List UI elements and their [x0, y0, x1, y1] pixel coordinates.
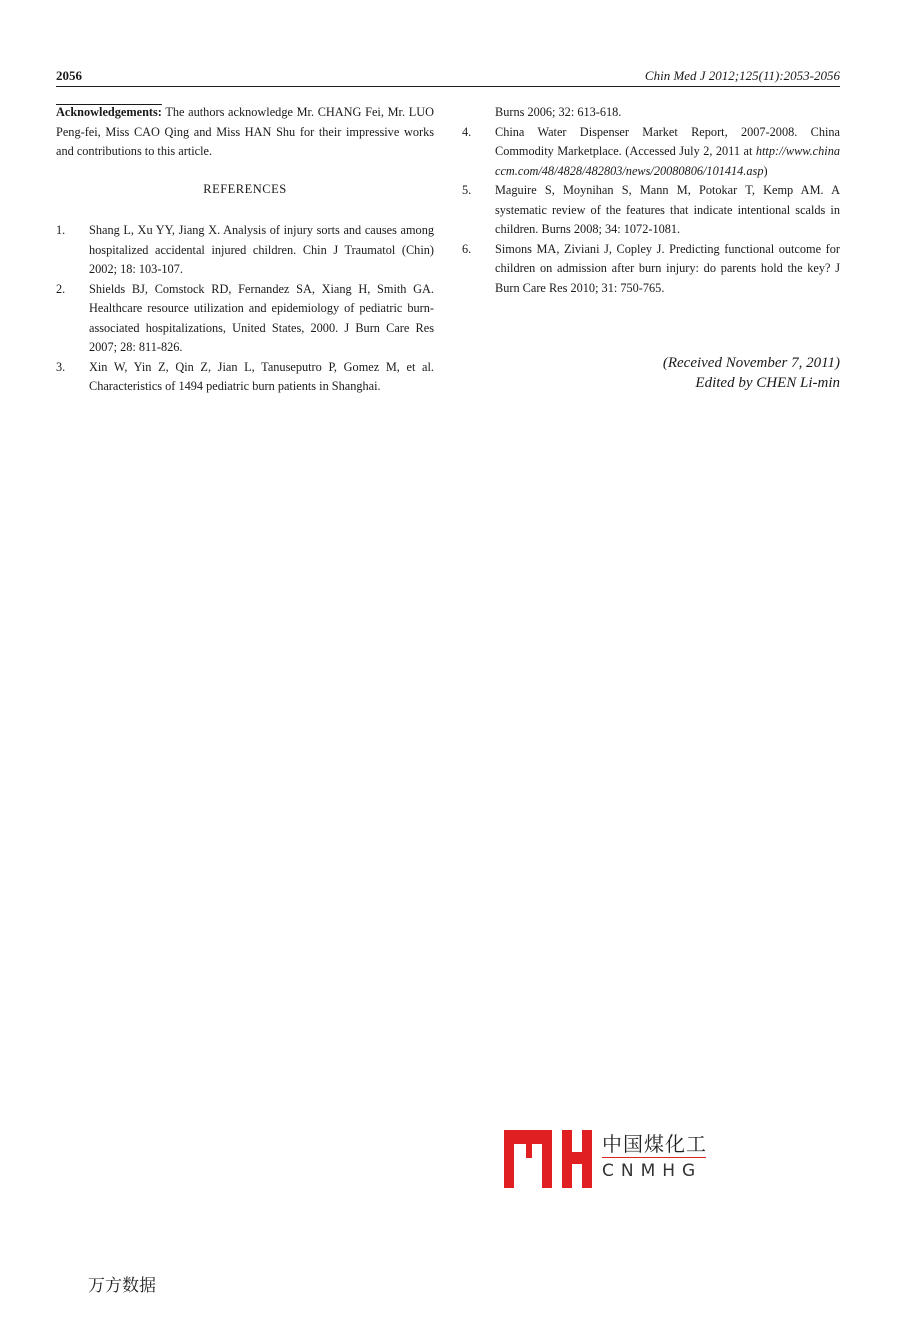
reference-url[interactable]: http://www.chinaccm.com/48/4828/482803/news/20080806/101414.asp — [495, 144, 840, 178]
received-block — [462, 353, 840, 393]
cnmhg-logo-mark-icon — [502, 1128, 594, 1190]
reference-number: 5. — [462, 183, 472, 197]
editor-line: Edited by CHEN Li-min — [695, 375, 840, 391]
logo-divider — [602, 1157, 706, 1158]
references-heading: REFERENCES — [203, 181, 287, 196]
page-header — [56, 68, 840, 86]
reference-text: Simons MA, Ziviani J, Copley J. Predicting functional outcome for children on admission after burn injury: do parents hold the key? J Burn Care Res 2010; 31: 750-765. — [495, 241, 840, 295]
journal-citation: Chin Med J 2012;125(11):2053-2056 — [644, 68, 840, 83]
reference-item — [56, 221, 434, 280]
acknowledgements-text: The authors acknowledge Mr. CHANG Fei, Mr. LUO Peng-fei, Miss CAO Qing and Miss HAN Shu for their impressive works and contributions to this article. — [56, 105, 434, 158]
reference-item — [462, 123, 840, 182]
reference-tail: ) — [763, 163, 768, 178]
acknowledgements — [56, 103, 434, 162]
logo-english-text: CNMHG — [602, 1161, 703, 1181]
logo-chinese-text: 中国煤化工 — [602, 1132, 707, 1156]
acknowledgements-label: Acknowledgements: — [56, 105, 162, 119]
right-column — [462, 103, 840, 298]
watermark: 万方数据 — [88, 1276, 156, 1296]
reference-text: Xin W, Yin Z, Qin Z, Jian L, Tanuseputro P, Gomez M, et al. Characteristics of 1494 pediatric burn patients in Shanghai. — [89, 359, 434, 393]
cnmhg-logo — [502, 1128, 712, 1190]
page-number: 2056 — [56, 68, 82, 83]
received-date: (Received November 7, 2011) — [662, 355, 840, 371]
left-column — [56, 103, 434, 397]
reference-number: 2. — [56, 281, 66, 296]
reference-continuation: Burns 2006; 32: 613-618. — [495, 105, 622, 119]
reference-text: Maguire S, Moynihan S, Mann M, Potokar T, Kemp AM. A systematic review of the features that indicate intentional scalds in children. Burns 2008; 34: 1072-1081. — [495, 183, 840, 236]
reference-number: 3. — [56, 359, 66, 374]
logo-mark-shapes — [504, 1130, 592, 1188]
reference-item — [462, 240, 840, 299]
header-rule — [56, 86, 840, 87]
reference-text: China Water Dispenser Market Report, 2007-2008. China Commodity Marketplace. (Accessed July 2, 2011 at — [495, 124, 840, 158]
reference-item — [56, 358, 434, 397]
reference-number: 4. — [462, 124, 472, 139]
reference-item — [56, 280, 434, 358]
reference-text: Shields BJ, Comstock RD, Fernandez SA, Xiang H, Smith GA. Healthcare resource utilization and epidemiology of pediatric burn-associated hospitalizations, United States, 2000. J Burn Care Res 2007; 28: 811-826. — [89, 281, 434, 354]
reference-number: 6. — [462, 241, 472, 256]
reference-item — [462, 181, 840, 240]
reference-number: 1. — [56, 223, 66, 237]
reference-text: Shang L, Xu YY, Jiang X. Analysis of injury sorts and causes among hospitalized accidental injured children. Chin J Traumatol (Chin) 2002; 18: 103-107. — [89, 223, 434, 276]
